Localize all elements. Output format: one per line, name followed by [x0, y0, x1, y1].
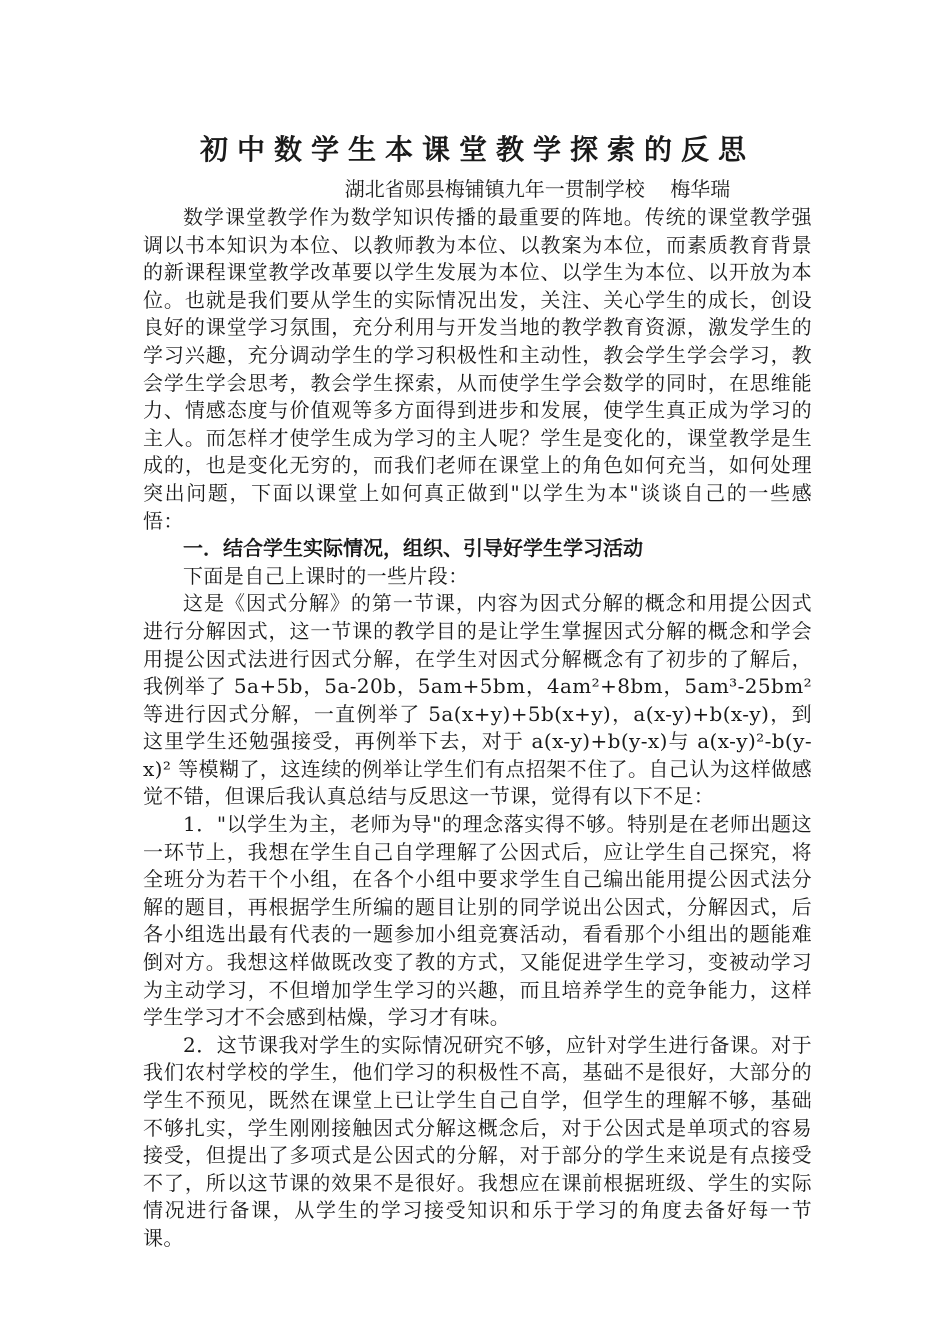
- lesson-example-paragraph: 这是《因式分解》的第一节课，内容为因式分解的概念和用提公因式进行分解因式，这一节课的教学目的是让学生掌握因式分解的概念和学会用提公因式法进行因式分解，在学生对因式分解概念有了初步的了解后，我例举了 5a+5b，5a-20b，5am+5bm，4am²+8bm，5am³-25bm² 等进行因式分解，一直例举了 5a(x+y)+5b(x+y)，a(x-y)+b(x-y)，到这里学生还勉强接受，再例举下去，对于 a(x-y)+b(y-x)与 a(x-y)²-b(y-x)² 等模糊了，这连续的例举让学生们有点招架不住了。自己认为这样做感觉不错，但课后我认真总结与反思这一节课，觉得有以下不足：: [143, 591, 812, 809]
- reflection-point-2: 2．这节课我对学生的实际情况研究不够，应针对学生进行备课。对于我们农村学校的学生，他们学习的积极性不高，基础不是很好，大部分的学生不预见，既然在课堂上已让学生自己自学，但学生的理解不够，基础不够扎实，学生刚刚接触因式分解这概念后，对于公因式是单项式的容易接受，但提出了多项式是公因式的分解，对于部分的学生来说是有点接受不了，所以这节课的效果不是很好。我想应在课前根据班级、学生的实际情况进行备课，从学生的学习接受知识和乐于学习的角度去备好每一节课。: [143, 1032, 812, 1250]
- intro-paragraph: 数学课堂教学作为数学知识传播的最重要的阵地。传统的课堂教学强调以书本知识为本位、以教师教为本位、以教案为本位，而素质教育背景的新课程课堂教学改革要以学生发展为本位、以学生为本位、以开放为本位。也就是我们要从学生的实际情况出发，关注、关心学生的成长，创设良好的课堂学习氛围，充分利用与开发当地的教学教育资源，激发学生的学习兴趣，充分调动学生的学习积极性和主动性，教会学生学会学习，教会学生学会思考，教会学生探索，从而使学生学会数学的同时，在思维能力、情感态度与价值观等多方面得到进步和发展，使学生真正成为学习的主人。而怎样才使学生成为学习的主人呢？学生是变化的，课堂教学是生成的，也是变化无穷的，而我们老师在课堂上的角色如何充当，如何处理突出问题，下面以课堂上如何真正做到"以学生为本"谈谈自己的一些感悟：: [143, 205, 812, 533]
- lead-in-paragraph: 下面是自己上课时的一些片段：: [183, 563, 469, 588]
- document-title: 初中数学生本课堂教学探索的反思: [199, 133, 755, 166]
- reflection-point-1: 1．"以学生为主，老师为导"的理念落实得不够。特别是在老师出题这一环节上，我想在学生自己自学理解了公因式后，应让学生自己探究，将全班分为若干个小组，在各个小组中要求学生自己编出能用提公因式法分解的题目，再根据学生所编的题目让别的同学说出公因式，分解因式，后各小组选出最有代表的一题参加小组竞赛活动，看看那个小组出的题能难倒对方。我想这样做既改变了教的方式，又能促进学生学习，变被动学习为主动学习，不但增加学生学习的兴趣，而且培养学生的竞争能力，这样学生学习才不会感到枯燥，学习才有味。: [143, 812, 812, 1030]
- section-heading-1: 一．结合学生实际情况，组织、引导好学生学习活动: [183, 536, 643, 561]
- author-line: 湖北省郧县梅铺镇九年一贯制学校 梅华瑞: [344, 177, 731, 201]
